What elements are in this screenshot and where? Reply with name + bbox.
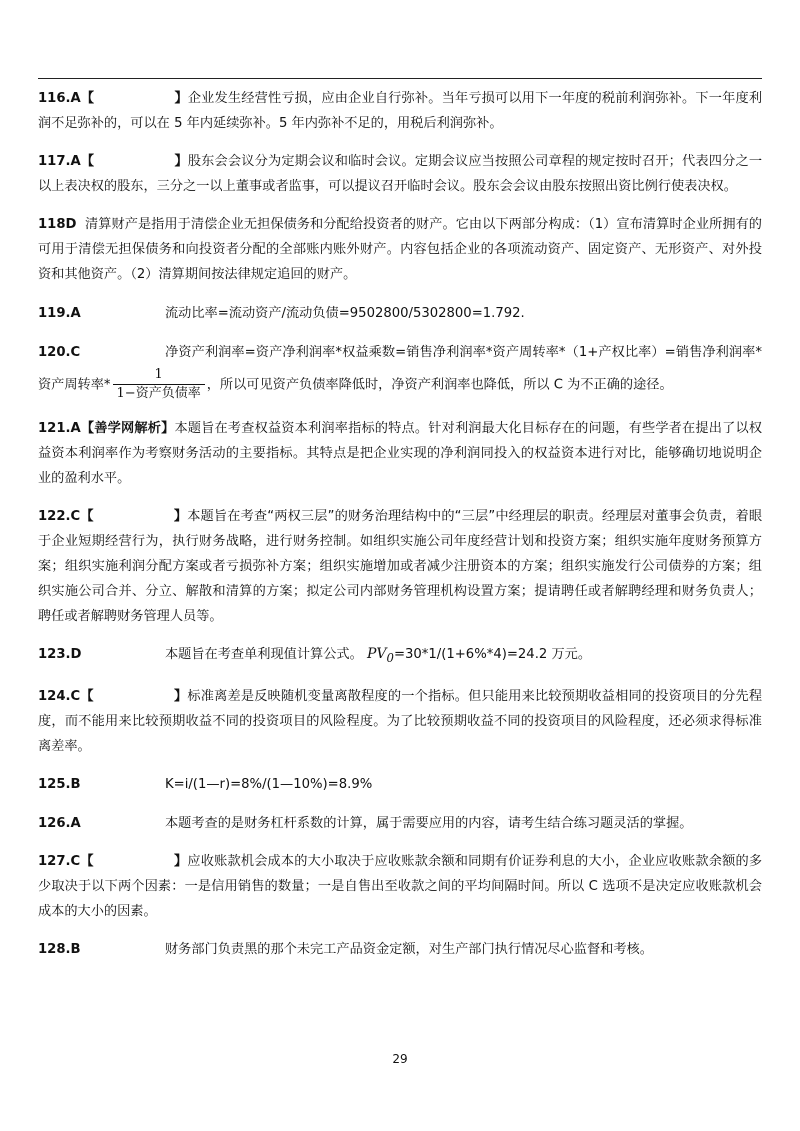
answer-text: 流动比率=流动资产/流动负债=9502800/5302800=1.792. <box>165 305 525 321</box>
answer-number: 122.C <box>38 509 81 525</box>
answer-text: 企业发生经营性亏损，应由企业自行弥补。当年亏损可以用下一年度的税前利润弥补。下一年度利润不足弥补的，可以在 5 年内延续弥补。5 年内弥补不足的，用税后利润弥补。 <box>38 91 763 131</box>
answer-121 <box>38 416 762 491</box>
fraction-denominator: 1−资产负债率 <box>116 385 201 401</box>
answer-text: K=i/(1—r)=8%/(1—10%)=8.9% <box>165 777 373 793</box>
bracket-open: 【 <box>80 509 94 525</box>
answer-123 <box>38 642 762 671</box>
answer-126 <box>38 811 762 836</box>
page-number: 29 <box>392 1052 408 1066</box>
answer-118 <box>38 212 762 287</box>
answer-128 <box>38 937 762 962</box>
fraction-numerator: 1 <box>113 366 205 385</box>
answer-119 <box>38 301 762 326</box>
header-rule <box>38 78 762 79</box>
answer-number: 116.A <box>38 91 81 106</box>
answer-number: 120.C <box>38 344 81 360</box>
answer-text-b: ，所以可见资产负债率降低时，净资产利润率也降低，所以 C 为不正确的途径。 <box>206 377 673 393</box>
answer-text: 本题考查的是财务杠杆系数的计算，属于需要应用的内容，请考生结合练习题灵活的掌握。 <box>165 815 693 831</box>
answer-number: 125.B <box>38 777 81 793</box>
bracket-close: 】 <box>173 509 188 525</box>
bracket-open: 【 <box>80 689 94 705</box>
answer-117 <box>38 149 762 199</box>
analysis-tag: 【善学网解析】 <box>80 420 175 436</box>
answer-120 <box>38 339 762 403</box>
answer-122 <box>38 504 762 629</box>
answer-125 <box>38 772 762 797</box>
bracket-close: 】 <box>173 689 188 705</box>
answer-116 <box>38 86 762 136</box>
bracket-open: 【 <box>80 91 95 106</box>
pv-symbol: $PV_0$ <box>367 646 394 666</box>
answer-text-a: 本题旨在考查单利现值计算公式。 <box>165 647 363 663</box>
answer-number: 126.A <box>38 815 81 831</box>
answer-number: 121.A <box>38 420 81 436</box>
answer-number: 124.C <box>38 689 81 705</box>
answer-text: 财务部门负责黑的那个未完工产品资金定额，对生产部门执行情况尽心监督和考核。 <box>165 942 653 958</box>
answer-text: 应收账款机会成本的大小取决于应收账款余额和同期有价证券利息的大小，企业应收账款余额的多少取决于以下两个因素：一是信用销售的数量；一是自售出至收款之间的平均间隔时间。所以 C 选项不是决定应收账款机会成本的大小的因素。 <box>38 853 763 919</box>
answer-list <box>38 86 762 971</box>
bracket-open: 【 <box>80 154 95 170</box>
answer-number: 123.D <box>38 647 82 663</box>
answer-text-a: 净资产利润率=资产净利润率*权益乘数=销售净利润率*资产周转率*（1+产权比率）=销售净利润率*资产周转率* <box>38 344 762 393</box>
answer-text-b: =30*1/(1+6%*4)=24.2 万元。 <box>393 647 592 663</box>
answer-number: 128.B <box>38 942 81 958</box>
answer-number: 118D <box>38 217 77 233</box>
answer-text: 本题旨在考查权益资本利润率指标的特点。针对利润最大化目标存在的问题，有些学者在提出了以权益资本利润率作为考察财务活动的主要指标。其特点是把企业实现的净利润同投入的权益资本进行对比，能够确切地说明企业的盈利水平。 <box>38 420 763 486</box>
bracket-close: 】 <box>173 853 188 869</box>
bracket-close: 】 <box>174 91 188 106</box>
answer-127 <box>38 849 762 924</box>
bracket-close: 】 <box>174 154 188 170</box>
answer-text: 股东会会议分为定期会议和临时会议。定期会议应当按照公司章程的规定按时召开；代表四分之一以上表决权的股东，三分之一以上董事或者监事，可以提议召开临时会议。股东会会议由股东按照出资比例行使表决权。 <box>38 154 763 195</box>
answer-text: 清算财产是指用于清偿企业无担保债务和分配给投资者的财产。它由以下两部分构成：（1）宣布清算时企业所拥有的可用于清偿无担保债务和向投资者分配的全部账内账外财产。内容包括企业的各项流动资产、固定资产、无形资产、对外投资和其他资产。（2）清算期间按法律规定追回的财产。 <box>38 217 762 283</box>
answer-number: 117.A <box>38 154 81 170</box>
answer-124 <box>38 684 762 759</box>
answer-text: 标准离差是反映随机变量离散程度的一个指标。但只能用来比较预期收益相同的投资项目的分先程度，而不能用来比较预期收益不同的投资项目的风险程度。为了比较预期收益不同的投资项目的风险程度，还必须求得标准离差率。 <box>38 689 763 755</box>
bracket-open: 【 <box>80 853 94 869</box>
formula-fraction <box>113 366 205 403</box>
answer-text: 本题旨在考查“两权三层”的财务治理结构中的“三层”中经理层的职责。经理层对董事会负责，着眼于企业短期经营行为，执行财务战略，进行财务控制。如组织实施公司年度经营计划和投资方案；组织实施年度财务预算方案；组织实施利润分配方案或者亏损弥补方案；组织实施增加或者减少注册资本的方案；组织实施发行公司债券的方案；组织实施公司合并、分立、解散和清算的方案；拟定公司内部财务管理机构设置方案；提请聘任或者解聘经理和财务负责人；聘任或者解聘财务管理人员等。 <box>38 509 763 625</box>
answer-number: 127.C <box>38 853 81 869</box>
answer-number: 119.A <box>38 305 81 321</box>
